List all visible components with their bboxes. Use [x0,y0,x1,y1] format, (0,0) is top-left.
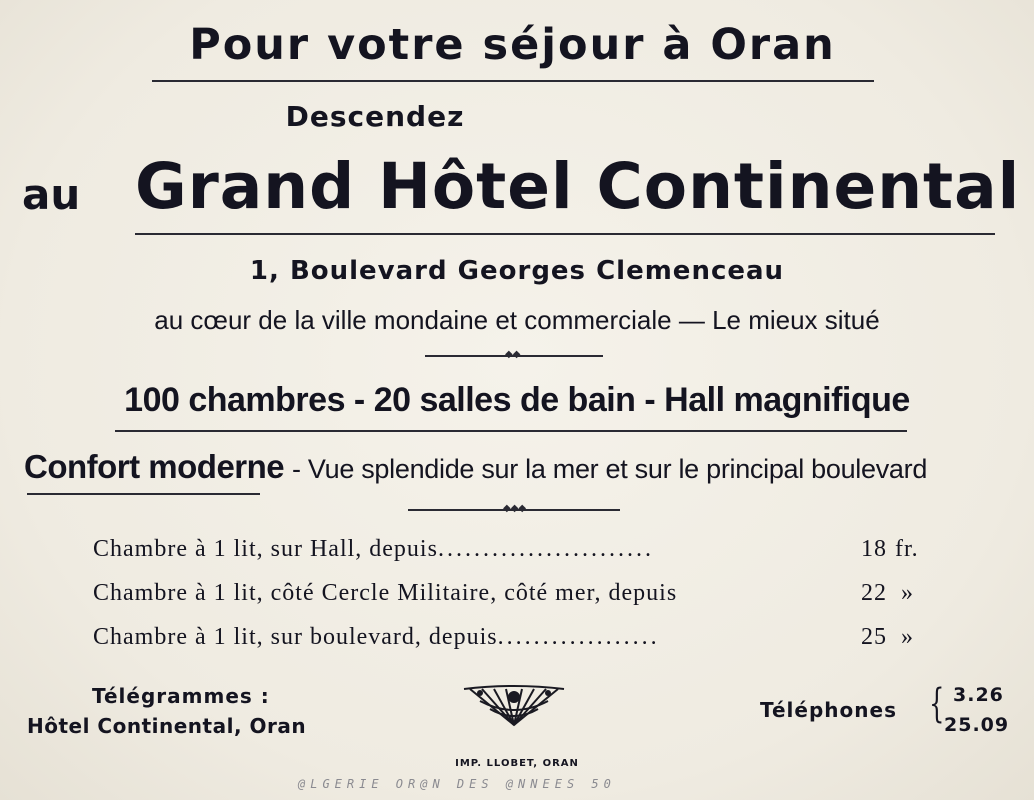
rate-unit: » [901,624,914,650]
rate-price: 22 [861,580,887,606]
rate-price-wrap [861,624,914,651]
rate-price-wrap [861,580,914,607]
brace: { [929,681,945,727]
printer-credit: IMP. LLOBET, ORAN [455,758,579,769]
watermark: @LGERIE OR@N DES @NNEES 50 [298,777,616,791]
rate-desc: Chambre à 1 lit, sur boulevard, depuis [93,624,498,650]
headline: Pour votre séjour à Oran [189,20,836,70]
confort-rule [27,493,260,495]
rate-dots: .................. [497,624,660,650]
rate-row [93,580,933,607]
rate-row [93,624,933,651]
tagline: au cœur de la ville mondaine et commerciale — Le mieux situé [154,305,880,335]
descend-text: Descendez [285,100,465,133]
rate-row [93,536,933,563]
hotel-name: Grand Hôtel Continental [135,150,1021,223]
telegram-label: Télégrammes : [92,684,270,708]
hotel-rule [135,233,995,235]
rate-dots: ........................ [437,536,654,562]
au-text: au [22,170,81,219]
rate-desc: Chambre à 1 lit, côté Cercle Militaire, côté mer, depuis [93,580,678,606]
rate-desc: Chambre à 1 lit, sur Hall, depuis [93,536,438,562]
phone-number-1: 3.26 [953,684,1004,706]
rate-unit: » [901,580,914,606]
phone-number-2: 25.09 [944,714,1010,736]
confort-moderne: Confort moderne [24,448,285,485]
rate-unit: fr. [895,536,919,562]
address: 1, Boulevard Georges Clemenceau [249,256,785,286]
view-text: - Vue splendide sur la mer et sur le principal boulevard [292,454,928,484]
ornament-dots-1: ◆◆ [505,349,521,360]
rate-price: 25 [861,624,887,650]
rate-price-wrap [861,536,919,563]
ornament-dots-2: ◆◆◆ [503,503,527,514]
phone-label: Téléphones [760,698,897,722]
telegram-address: Hôtel Continental, Oran [27,714,307,738]
rate-price: 18 [861,536,887,562]
headline-rule [152,80,874,82]
features-rule [115,430,907,432]
features-line: 100 chambres - 20 salles de bain - Hall magnifique [124,381,910,419]
decorative-emblem-icon [460,683,568,731]
